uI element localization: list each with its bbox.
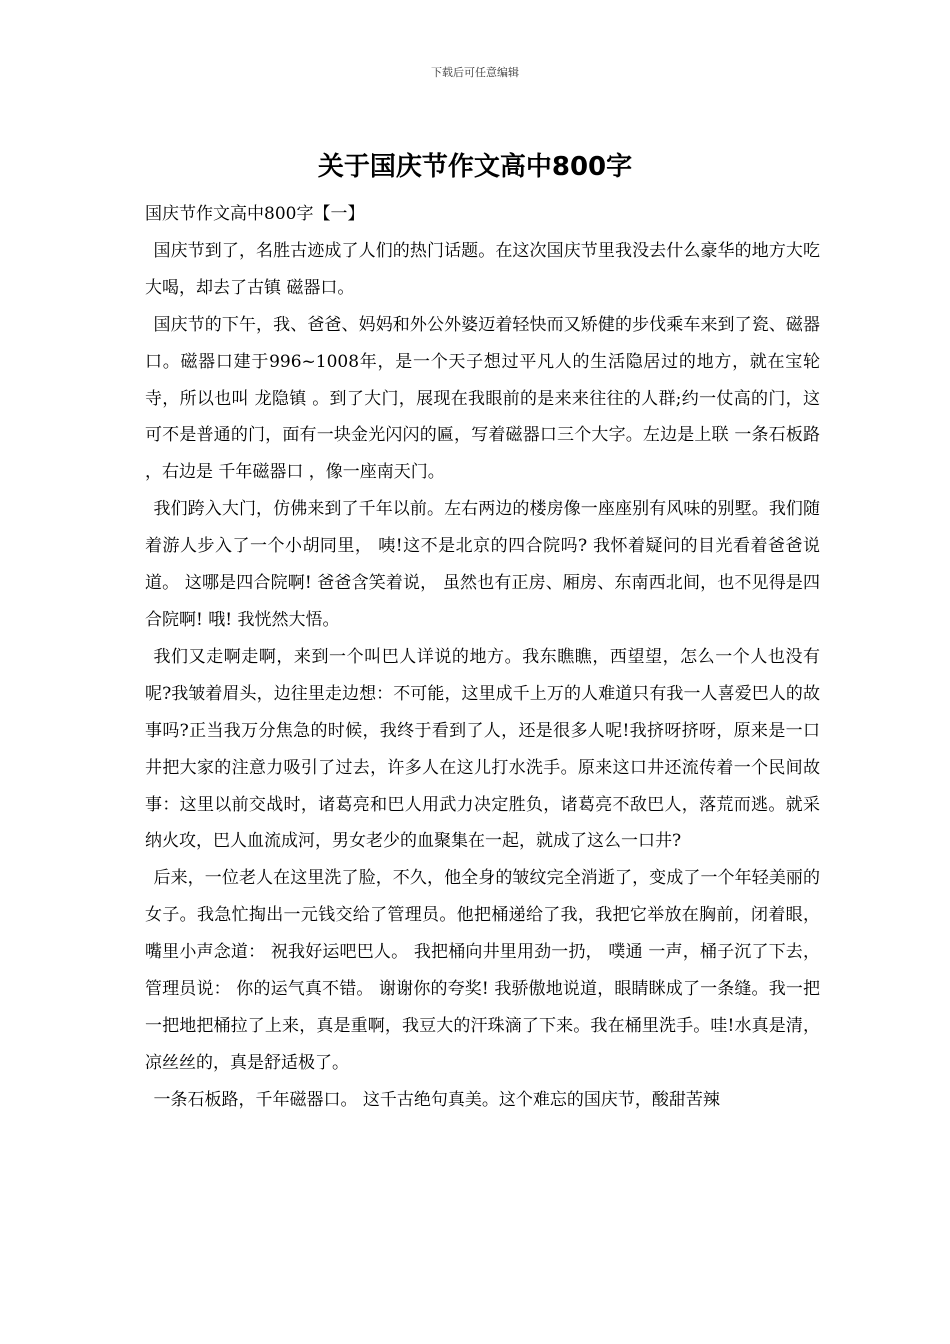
document-title: 关于国庆节作文高中800字 bbox=[317, 152, 633, 182]
paragraph-4: 我们又走啊走啊，来到一个叫巴人详说的地方。我东瞧瞧，西望望，怎么一个人也没有呢?我皱着眉头，边往里走边想：不可能，这里成千上万的人难道只有我一人喜爱巴人的故事吗?正当我万分焦急的时候，我终于看到了人，还是很多人呢!我挤呀挤呀，原来是一口井把大家的注意力吸引了过去，许多人在这儿打水洗手。原来这口井还流传着一个民间故事：这里以前交战时，诸葛亮和巴人用武力决定胜负，诸葛亮不敌巴人，落荒而逃。就采纳火攻，巴人血流成河，男女老少的血聚集在一起，就成了这么一口井? bbox=[145, 646, 820, 852]
paragraph-3: 我们跨入大门，仿佛来到了千年以前。左右两边的楼房像一座座别有风味的别墅。我们随着游人步入了一个小胡同里， 咦!这不是北京的四合院吗? 我怀着疑问的目光看着爸爸说道。 这哪是四合院啊! 爸爸含笑着说， 虽然也有正房、厢房、东南西北间，也不见得是四合院啊! 哦! 我恍然大悟。 bbox=[145, 499, 820, 630]
paragraph-5: 后来，一位老人在这里洗了脸，不久，他全身的皱纹完全消逝了，变成了一个年轻美丽的女子。我急忙掏出一元钱交给了管理员。他把桶递给了我，我把它举放在胸前，闭着眼，嘴里小声念道： 祝我好运吧巴人。 我把桶向井里用劲一扔， 噗通 一声，桶子沉了下去，管理员说： 你的运气真不错。 谢谢你的夸奖! 我骄傲地说道，眼睛眯成了一条缝。我一把一把地把桶拉了上来，真是重啊，我豆大的汗珠滴了下来。我在桶里洗手。哇!水真是清，凉丝丝的，真是舒适极了。 bbox=[145, 868, 820, 1073]
paragraph-6: 一条石板路，千年磁器口。 这千古绝句真美。这个难忘的国庆节，酸甜苦辣 bbox=[153, 1089, 720, 1110]
header-note: 下载后可任意编辑 bbox=[431, 66, 519, 79]
section-heading: 国庆节作文高中800字【一】 bbox=[145, 204, 365, 224]
paragraph-2: 国庆节的下午，我、爸爸、妈妈和外公外婆迈着轻快而又矫健的步伐乘车来到了瓷、磁器口。磁器口建于996~1008年，是一个天子想过平凡人的生活隐居过的地方，就在宝轮寺，所以也叫 龙隐镇 。到了大门，展现在我眼前的是来来往往的人群;约一仗高的门，这可不是普通的门，面有一块金光闪闪的匾，写着磁器口三个大字。左边是上联 一条石板路 ，右边是 千年磁器口 ，像一座南天门。 bbox=[145, 314, 820, 483]
paragraph-1: 国庆节到了，名胜古迹成了人们的热门话题。在这次国庆节里我没去什么豪华的地方大吃大喝，却去了古镇 磁器口。 bbox=[145, 240, 820, 298]
document-body bbox=[145, 196, 820, 1119]
